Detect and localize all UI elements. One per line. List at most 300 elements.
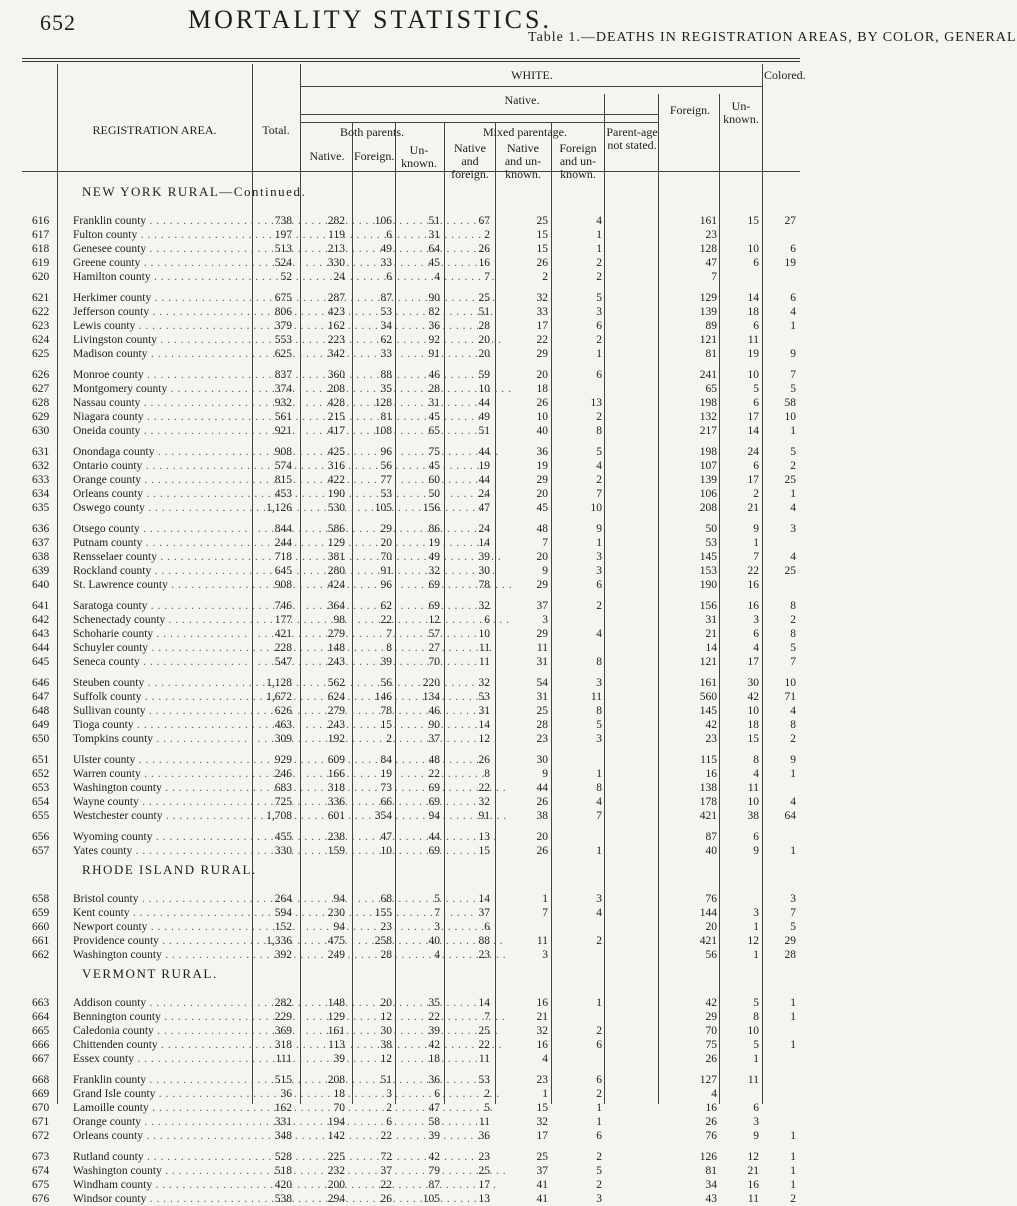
cell-value: 108 [374,425,392,437]
table-row [22,767,800,781]
cell-value: 4 [596,796,602,808]
cell-value: 51 [478,425,490,437]
table-title: Table 1.—DEATHS IN REGISTRATION AREAS, BY COLOR, GENERAL [528,30,1017,45]
cell-value: 12 [380,1011,392,1023]
cell-value: 3 [596,893,602,905]
cell-value: 379 [274,320,292,332]
cell-value: 225 [327,1151,345,1163]
cell-value: 111 [275,1053,292,1065]
cell-value: 37 [536,1165,548,1177]
cell-value: 106 [699,488,717,500]
area-name: Schuyler county . . . [73,641,273,655]
cell-value: 39 [428,1025,440,1037]
cell-value: 36 [280,1088,292,1100]
header-native-foreign: Native and foreign. [451,141,489,181]
cell-value: 86 [428,523,440,535]
cell-value: 806 [274,306,292,318]
cell-value: 2 [596,257,602,269]
row-number: 653 [32,782,50,794]
cell-value: 13 [590,397,602,409]
cell-value: 1 [753,921,759,933]
cell-value: 162 [327,320,345,332]
cell-value: 17 [478,1179,490,1191]
area-name: Tompkins county . . . [73,732,273,746]
table-row [22,424,800,438]
cell-value: 908 [274,446,292,458]
cell-value: 1 [790,1130,796,1142]
cell-value: 52 [280,271,292,283]
cell-value: 94 [428,810,440,822]
cell-value: 6 [790,292,796,304]
row-number: 668 [32,1074,50,1086]
cell-value: 10 [380,845,392,857]
cell-value: 197 [274,229,292,241]
cell-value: 17 [747,411,759,423]
cell-value: 70 [333,1102,345,1114]
table-row [22,1073,800,1087]
table-row [22,732,800,746]
cell-value: 25 [478,1165,490,1177]
cell-value: 49 [478,411,490,423]
area-name: Suffolk county . . . [73,690,273,704]
cell-value: 425 [327,446,345,458]
cell-value: 69 [428,579,440,591]
cell-value: 3 [753,907,759,919]
cell-value: 417 [327,425,345,437]
row-number: 661 [32,935,50,947]
cell-value: 26 [380,1193,392,1205]
cell-value: 264 [274,893,292,905]
row-number: 620 [32,271,50,283]
row-number: 626 [32,369,50,381]
cell-value: 25 [784,474,796,486]
area-name: Bennington county . . . [73,1010,273,1024]
table-row [22,410,800,424]
cell-value: 7 [484,1011,490,1023]
cell-value: 12 [747,935,759,947]
cell-value: 69 [428,796,440,808]
cell-value: 129 [327,537,345,549]
cell-value: 22 [380,614,392,626]
table-row [22,627,800,641]
cell-value: 11 [478,642,490,654]
cell-value: 38 [536,810,548,822]
cell-value: 105 [422,1193,440,1205]
cell-value: 7 [596,810,602,822]
cell-value: 9 [790,754,796,766]
cell-value: 12 [747,1151,759,1163]
cell-value: 1,128 [266,677,292,689]
cell-value: 7 [753,551,759,563]
cell-value: 6 [386,229,392,241]
cell-value: 25 [536,215,548,227]
cell-value: 1,336 [266,935,292,947]
cell-value: 5 [596,446,602,458]
cell-value: 177 [274,614,292,626]
cell-value: 2 [790,460,796,472]
row-number: 646 [32,677,50,689]
cell-value: 91 [478,810,490,822]
row-number: 666 [32,1039,50,1051]
row-number: 624 [32,334,50,346]
header-native: Native. [504,93,540,107]
cell-value: 241 [699,369,717,381]
cell-value: 13 [478,831,490,843]
cell-value: 2 [596,334,602,346]
table-row [22,305,800,319]
cell-value: 330 [327,257,345,269]
cell-value: 3 [790,893,796,905]
cell-value: 121 [699,656,717,668]
cell-value: 2 [596,474,602,486]
cell-value: 232 [327,1165,345,1177]
cell-value: 8 [596,705,602,717]
cell-value: 4 [596,907,602,919]
cell-value: 837 [274,369,292,381]
cell-value: 4 [596,628,602,640]
area-name: Genesee county . . . [73,242,273,256]
cell-value: 6 [596,579,602,591]
row-number: 640 [32,579,50,591]
cell-value: 56 [380,460,392,472]
cell-value: 6 [596,1130,602,1142]
row-number: 665 [32,1025,50,1037]
cell-value: 37 [380,1165,392,1177]
cell-value: 229 [274,1011,292,1023]
area-name: Livingston county . . . [73,333,273,347]
cell-value: 39 [478,551,490,563]
cell-value: 8 [790,719,796,731]
cell-value: 10 [478,628,490,640]
cell-value: 17 [536,1130,548,1142]
cell-value: 1 [596,1116,602,1128]
cell-value: 8 [596,656,602,668]
cell-value: 2 [542,271,548,283]
row-number: 643 [32,628,50,640]
row-number: 660 [32,921,50,933]
area-name: Madison county . . . [73,347,273,361]
cell-value: 4 [790,551,796,563]
page-header [0,0,1017,60]
cell-value: 64 [784,810,796,822]
cell-value: 145 [699,551,717,563]
table-row [22,487,800,501]
cell-value: 2 [596,411,602,423]
header-native-unknown: Native and un-known. [504,141,542,181]
row-number: 662 [32,949,50,961]
cell-value: 6 [596,1074,602,1086]
cell-value: 725 [274,796,292,808]
cell-value: 30 [478,565,490,577]
area-name: Windsor county . . . [73,1192,273,1206]
cell-value: 40 [705,845,717,857]
area-name: Windham county . . . [73,1178,273,1192]
cell-value: 45 [428,257,440,269]
cell-value: 81 [705,348,717,360]
cell-value: 26 [536,397,548,409]
cell-value: 7 [711,271,717,283]
cell-value: 228 [274,642,292,654]
header-rule [300,86,762,87]
row-number: 631 [32,446,50,458]
area-name: Nassau county . . . [73,396,273,410]
cell-value: 14 [747,292,759,304]
table-row [22,892,800,906]
cell-value: 1 [790,1151,796,1163]
cell-value: 28 [380,949,392,961]
cell-value: 49 [380,243,392,255]
area-name: Rensselaer county . . . [73,550,273,564]
table-row [22,382,800,396]
cell-value: 515 [274,1074,292,1086]
cell-value: 10 [784,411,796,423]
row-number: 675 [32,1179,50,1191]
cell-value: 35 [380,383,392,395]
cell-value: 6 [753,257,759,269]
header-unknown-both: Un-known. [401,143,437,170]
cell-value: 10 [747,369,759,381]
cell-value: 29 [784,935,796,947]
cell-value: 11 [590,691,602,703]
cell-value: 9 [753,1130,759,1142]
row-number: 649 [32,719,50,731]
cell-value: 1 [790,768,796,780]
cell-value: 152 [274,921,292,933]
cell-value: 128 [699,243,717,255]
cell-value: 22 [428,1011,440,1023]
cell-value: 475 [327,935,345,947]
cell-value: 119 [328,229,345,241]
cell-value: 10 [784,677,796,689]
area-name: Hamilton county . . . [73,270,273,284]
cell-value: 586 [327,523,345,535]
row-number: 656 [32,831,50,843]
table-row [22,1038,800,1052]
cell-value: 16 [747,600,759,612]
table-row [22,1087,800,1101]
table-row [22,1010,800,1024]
cell-value: 1 [790,997,796,1009]
cell-value: 208 [699,502,717,514]
row-number: 625 [32,348,50,360]
table-row [22,501,800,515]
cell-value: 18 [747,719,759,731]
cell-value: 8 [753,1011,759,1023]
cell-value: 381 [327,551,345,563]
cell-value: 27 [784,215,796,227]
cell-value: 246 [274,768,292,780]
area-name: Warren county . . . [73,767,273,781]
cell-value: 29 [536,474,548,486]
cell-value: 6 [386,271,392,283]
cell-value: 718 [274,551,292,563]
table-row [22,1101,800,1115]
cell-value: 16 [747,579,759,591]
row-number: 629 [32,411,50,423]
table-row [22,996,800,1010]
table-row [22,795,800,809]
cell-value: 15 [536,1102,548,1114]
cell-value: 6 [386,1116,392,1128]
header-white: WHITE. [511,68,553,82]
cell-value: 594 [274,907,292,919]
row-number: 641 [32,600,50,612]
cell-value: 156 [699,600,717,612]
cell-value: 42 [705,719,717,731]
table-row [22,1192,800,1206]
cell-value: 22 [747,565,759,577]
cell-value: 3 [596,565,602,577]
cell-value: 22 [380,1130,392,1142]
cell-value: 69 [428,845,440,857]
cell-value: 53 [380,306,392,318]
cell-value: 89 [705,320,717,332]
cell-value: 56 [705,949,717,961]
table-row [22,333,800,347]
cell-value: 144 [699,907,717,919]
cell-value: 23 [705,733,717,745]
cell-value: 20 [478,334,490,346]
cell-value: 16 [705,1102,717,1114]
cell-value: 51 [380,1074,392,1086]
cell-value: 31 [428,229,440,241]
cell-value: 15 [536,243,548,255]
cell-value: 1 [542,893,548,905]
section-title: RHODE ISLAND RURAL. [82,862,257,877]
cell-value: 58 [784,397,796,409]
cell-value: 2 [790,1193,796,1205]
cell-value: 16 [478,257,490,269]
cell-value: 5 [753,383,759,395]
cell-value: 91 [428,348,440,360]
cell-value: 3 [753,614,759,626]
row-number: 647 [32,691,50,703]
cell-value: 58 [428,1116,440,1128]
cell-value: 29 [380,523,392,535]
cell-value: 624 [327,691,345,703]
header-mixed-parentage: Mixed parentage. [483,125,567,139]
cell-value: 48 [536,523,548,535]
cell-value: 75 [705,1039,717,1051]
cell-value: 20 [380,997,392,1009]
cell-value: 22 [380,1179,392,1191]
cell-value: 2 [753,488,759,500]
cell-value: 1 [596,768,602,780]
table-row [22,718,800,732]
table-row [22,368,800,382]
cell-value: 6 [596,369,602,381]
cell-value: 1 [596,1102,602,1114]
cell-value: 249 [327,949,345,961]
area-name: Grand Isle county . . . [73,1087,273,1101]
area-name: Orange county . . . [73,1115,273,1129]
cell-value: 538 [274,1193,292,1205]
cell-value: 530 [327,502,345,514]
table-row [22,459,800,473]
cell-value: 26 [536,257,548,269]
cell-value: 16 [747,1179,759,1191]
cell-value: 40 [428,935,440,947]
row-number: 639 [32,565,50,577]
cell-value: 128 [374,397,392,409]
cell-value: 15 [747,733,759,745]
cell-value: 138 [699,782,717,794]
top-rule [22,58,800,59]
cell-value: 178 [699,796,717,808]
row-number: 632 [32,460,50,472]
cell-value: 364 [327,600,345,612]
cell-value: 574 [274,460,292,472]
row-number: 630 [32,425,50,437]
cell-value: 42 [428,1039,440,1051]
cell-value: 22 [478,782,490,794]
cell-value: 31 [428,397,440,409]
table-row [22,809,800,823]
cell-value: 421 [699,935,717,947]
cell-value: 31 [478,705,490,717]
table-row [22,1052,800,1066]
cell-value: 60 [428,474,440,486]
table-row [22,445,800,459]
cell-value: 87 [705,831,717,843]
cell-value: 4 [596,215,602,227]
cell-value: 2 [596,271,602,283]
header-native-both: Native. [309,149,345,163]
table-row [22,1178,800,1192]
area-name: Jefferson county . . . [73,305,273,319]
cell-value: 106 [374,215,392,227]
cell-value: 8 [596,425,602,437]
cell-value: 22 [536,334,548,346]
cell-value: 14 [705,642,717,654]
cell-value: 2 [484,229,490,241]
row-number: 627 [32,383,50,395]
cell-value: 215 [327,411,345,423]
cell-value: 134 [422,691,440,703]
table-row [22,536,800,550]
cell-value: 1 [596,997,602,1009]
cell-value: 37 [428,733,440,745]
header-rule [300,114,658,115]
page-number: 652 [40,10,76,35]
cell-value: 88 [478,935,490,947]
area-name: Niagara county . . . [73,410,273,424]
table-row [22,781,800,795]
cell-value: 7 [790,656,796,668]
header-unknown: Un-known. [723,99,759,126]
area-name: Washington county . . . [73,948,273,962]
cell-value: 23 [536,1074,548,1086]
table-row [22,934,800,948]
row-number: 635 [32,502,50,514]
cell-value: 10 [478,383,490,395]
cell-value: 7 [484,271,490,283]
cell-value: 148 [327,997,345,1009]
cell-value: 2 [596,1179,602,1191]
cell-value: 1 [596,845,602,857]
area-name: Orleans county . . . [73,1129,273,1143]
cell-value: 14 [478,997,490,1009]
cell-value: 19 [380,768,392,780]
cell-value: 94 [333,921,345,933]
table-row [22,242,800,256]
cell-value: 26 [478,754,490,766]
cell-value: 921 [274,425,292,437]
table-row [22,704,800,718]
cell-value: 12 [428,614,440,626]
cell-value: 10 [747,796,759,808]
area-name: Greene county . . . [73,256,273,270]
